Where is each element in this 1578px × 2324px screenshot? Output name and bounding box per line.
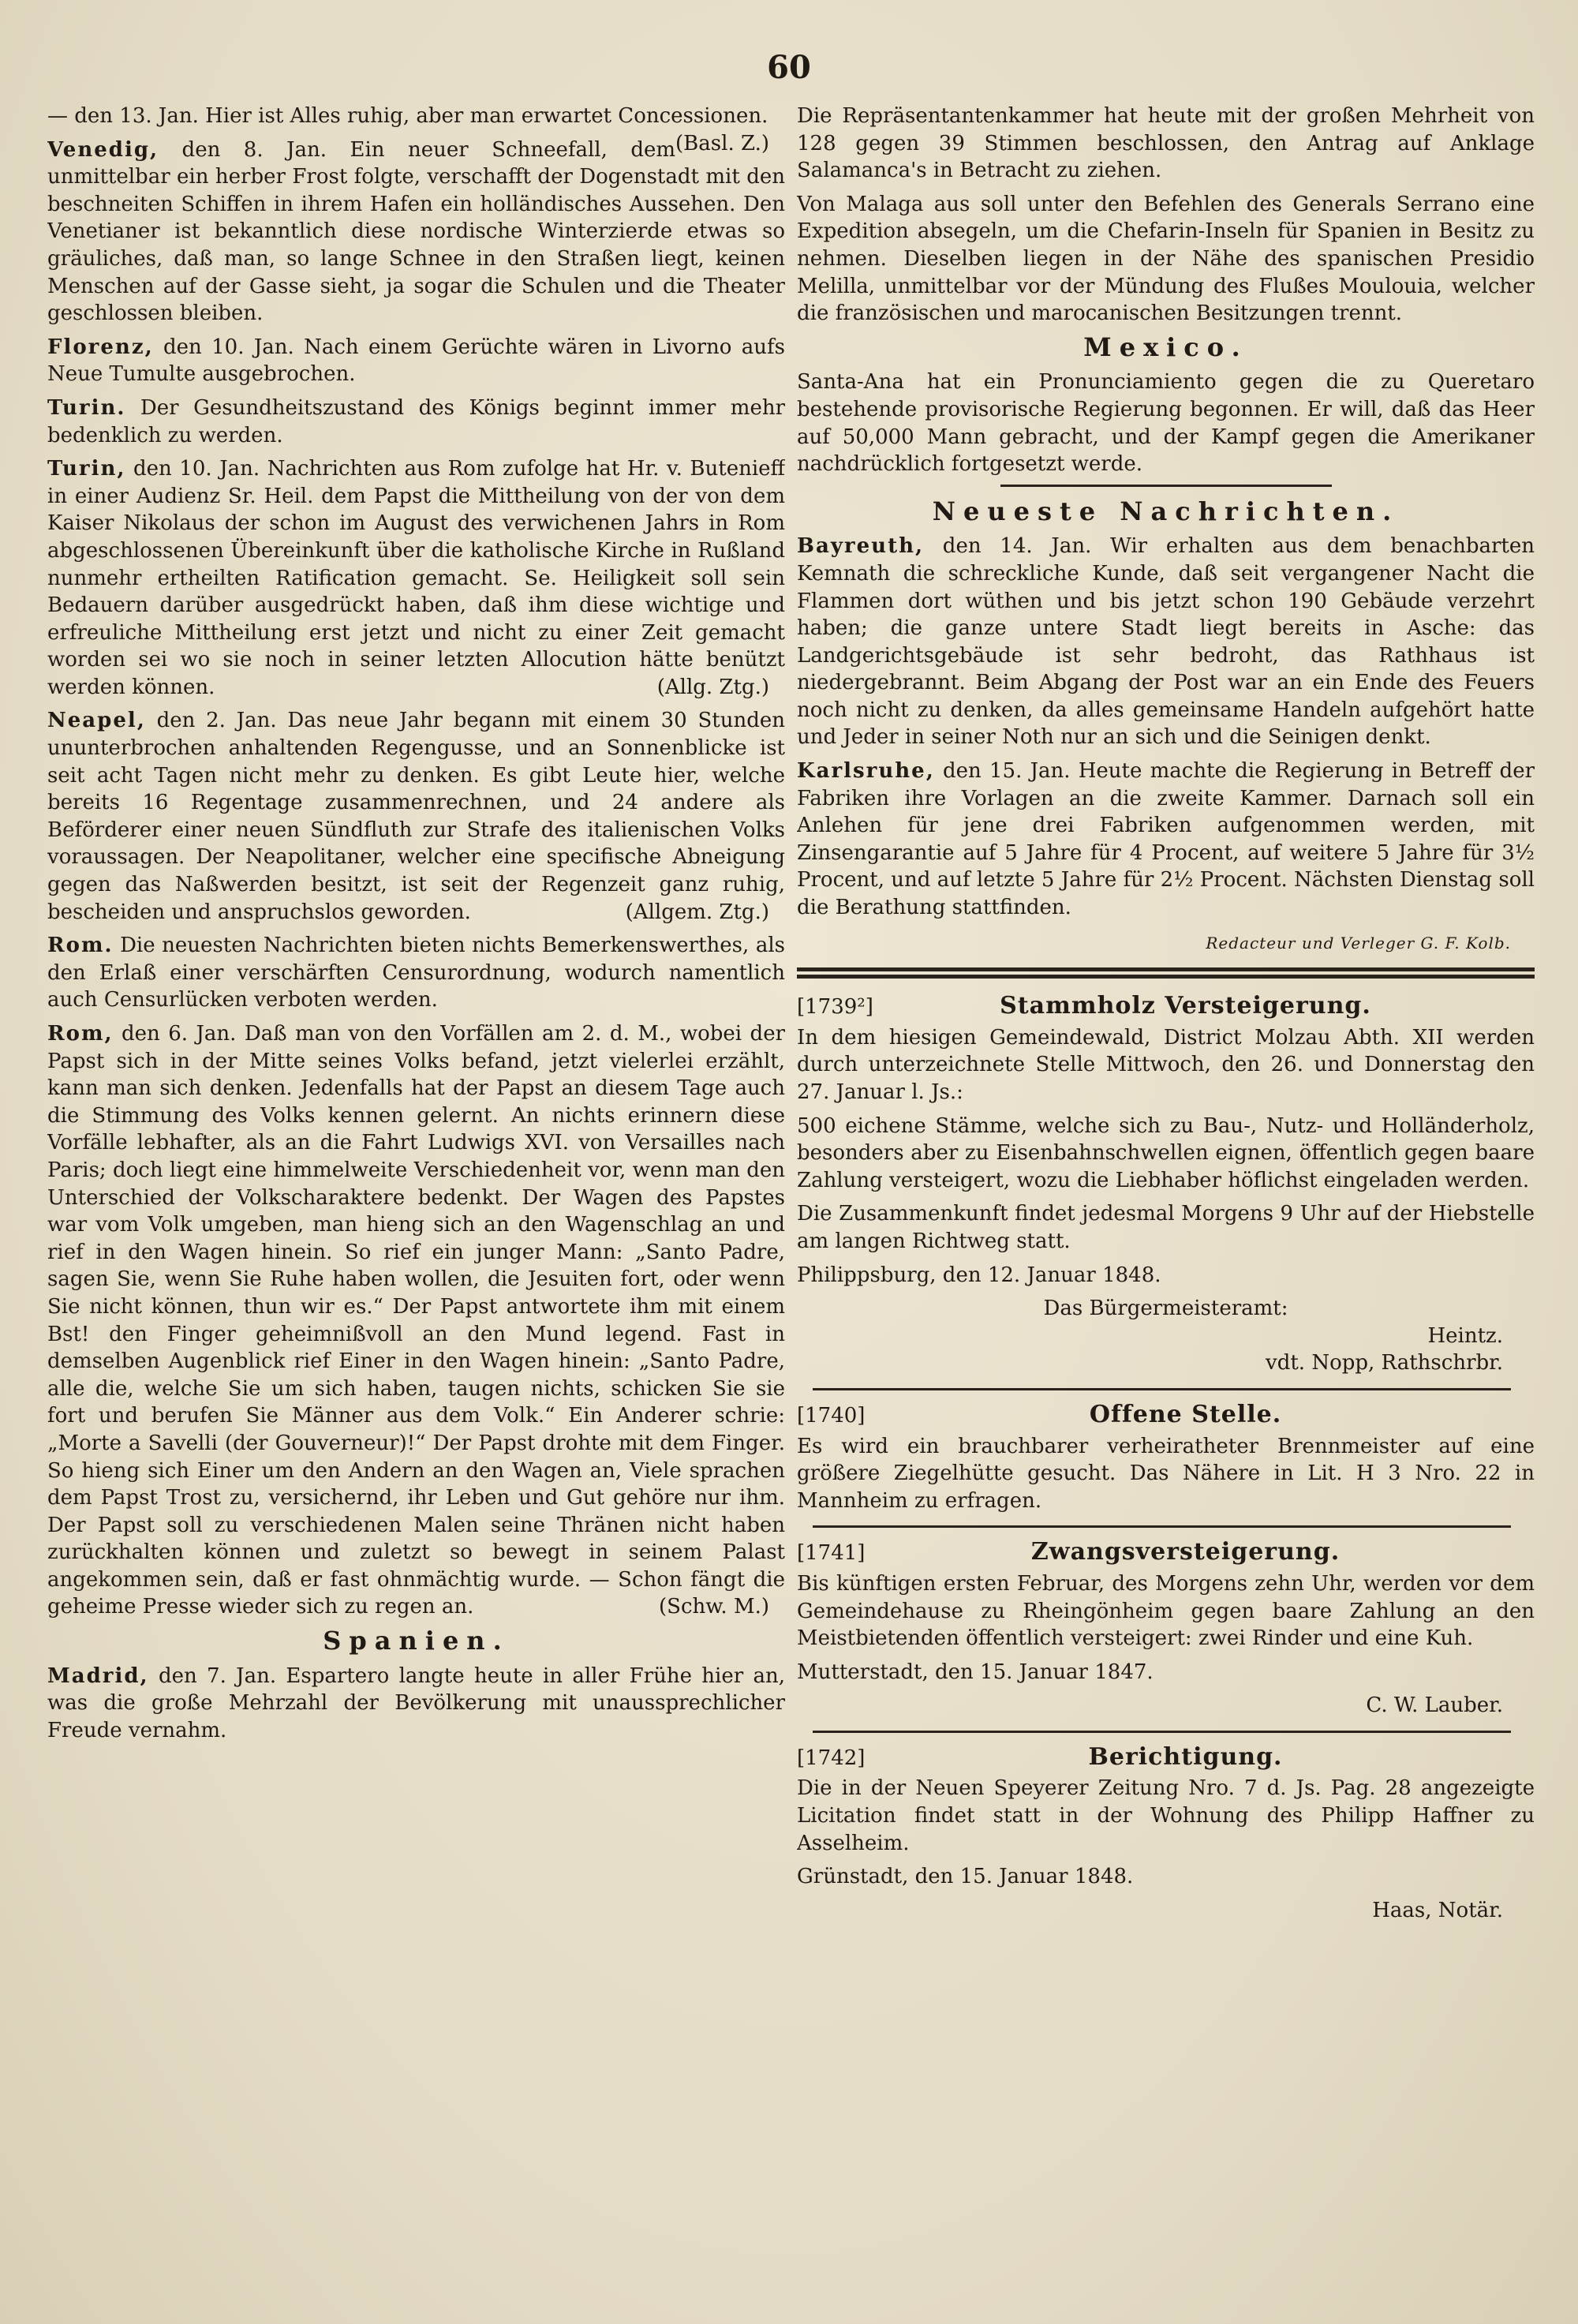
ad-number: [1742]: [797, 1746, 866, 1770]
article-text: den 8. Jan. Ein neuer Schneefall, dem unmittelbar ein herber Frost folgte, verschafft der Dogenstadt mit den beschneiten Schiffen in ihrem Hafen ein holländisches Aussehen. Den Venetianer ist bekanntlich diese nordische Winterzierde etwas so gräuliches, daß man, so lange Schnee in den Straßen liegt, keinen Menschen auf der Gasse sieht, ja sogar die Schulen und die Theater geschlossen bleiben.: [47, 137, 785, 326]
news-article: [47, 334, 785, 388]
ad-header: [797, 1539, 1535, 1567]
news-article: [47, 1020, 785, 1621]
ad-text: Mutterstadt, den 15. Januar 1847.: [797, 1660, 1154, 1684]
left-articles: [47, 103, 785, 1621]
advertisements: [797, 993, 1535, 1924]
ad-text: In dem hiesigen Gemeindewald, District Molzau Abth. XII werden durch unterzeichnete Stelle Mittwoch, den 26. und Donnerstag den 27. Januar l. Js.:: [797, 1025, 1535, 1104]
ad-signature: C. W. Lauber.: [1366, 1693, 1503, 1718]
article-source: (Allg. Ztg.): [656, 675, 769, 699]
imprint: Redacteur und Verleger G. F. Kolb.: [1206, 933, 1511, 952]
spain-item-2-text: Die Repräsentantenkammer hat heute mit der großen Mehrheit von 128 gegen 39 Stimmen beschlossen, den Antrag auf Anklage Salamanca's in Betracht zu ziehen.: [797, 104, 1535, 183]
article-text: den 15. Jan. Heute machte die Regierung in Betreff der Fabriken ihre Vorlagen an die zweite Kammer. Darnach soll ein Anlehen für jene drei Fabriken aufgenommen werden, mit Zinsengarantie auf 5 Jahre für 4 Procent, auf weitere 5 Jahre für 3½ Procent, und auf letzte 5 Jahre für 2½ Procent. Nächsten Dienstag soll die Berathung stattfinden.: [797, 759, 1535, 920]
article-text: den 14. Jan. Wir erhalten aus dem benachbarten Kemnath die schreckliche Kunde, daß seit vergangener Nacht die Flammen dort wüthen und bis jetzt schon 190 Gebäude verzehrt haben; die ganze untere Stadt liegt bereits in Asche: das Landgerichtsgebäude ist sehr bedroht, das Rathhaus ist niedergebrannt. Beim Abgang der Post war an ein Ende des Feuers noch nicht zu denken, da alles gemeinsame Handeln aufgehört hatte und Jeder in seiner Noth nur an sich und die Seinigen denkt.: [797, 534, 1535, 750]
article-place: Turin,: [47, 457, 126, 481]
ad-header: [797, 1744, 1535, 1772]
ad-divider: [813, 1388, 1511, 1390]
article-place: Neapel,: [47, 709, 146, 733]
advertisement: [797, 993, 1535, 1377]
advertisement: [797, 1402, 1535, 1514]
news-article: [47, 395, 785, 449]
spain-malaga: [797, 191, 1535, 327]
ad-title: Offene Stelle.: [1089, 1400, 1282, 1428]
article-text: Die neuesten Nachrichten bieten nichts Bemerkenswerthes, als den Erlaß einer verschärften Censurordnung, wodurch namentlich auch Censurlücken verboten werden.: [47, 934, 785, 1012]
ad-header: [797, 1402, 1535, 1430]
ad-text: Philippsburg, den 12. Januar 1848.: [797, 1263, 1161, 1287]
spain-heading: Spanien.: [323, 1626, 510, 1656]
ad-text: Grünstadt, den 15. Januar 1848.: [797, 1865, 1134, 1889]
ad-title: Berichtigung.: [1088, 1742, 1283, 1771]
article-place: Turin.: [47, 395, 126, 420]
article-text: Der Gesundheitszustand des Königs beginnt immer mehr bedenklich zu werden.: [47, 395, 785, 447]
news-article: [47, 707, 785, 926]
section-divider: [1000, 485, 1332, 487]
mexico-article: Santa-Ana hat ein Pronunciamiento gegen die zu Queretaro bestehende provisorische Regierung begonnen. Er will, daß das Heer auf 50,000 Mann gebracht, und der Kampf gegen die Amerikaner nachdrücklich fortgesetzt werde.: [797, 370, 1535, 477]
advertisement: [797, 1539, 1535, 1720]
spain-article: [47, 1663, 785, 1745]
ad-text: 500 eichene Stämme, welche sich zu Bau-, Nutz- und Holländerholz, besonders aber zu Eisenbahnschwellen eignen, öffentlich gegen baare Zahlung versteigert, wozu die Liebhaber höflichst eingeladen werden.: [797, 1113, 1535, 1192]
article-source: (Schw. M.): [659, 1595, 769, 1619]
spain-articles: [47, 1663, 785, 1745]
article-place: Bayreuth,: [797, 534, 925, 559]
article-text: den 6. Jan. Daß man von den Vorfällen am 2. d. M., wobei der Papst sich in der Mitte seines Volks befand, jetzt vielerlei erzählt, kann man sich denken. Jedenfalls hat der Papst an diesem Tage auch die Stimmung des Volks kennen gelernt. An nichts erinnern diese Vorfälle lebhafter, als an die Fahrt Ludwigs XVI. von Versailles nach Paris; doch liegt eine himmelweite Verschiedenheit vor, wenn man den Unterschied der Volkscharaktere bedenkt. Der Wagen des Papstes war vom Volk umgeben, man hieng sich an den Wagenschlag an und rief in den Wagen hinein. So rief ein junger Mann: „Santo Padre, sagen Sie, wenn Sie Ruhe haben wollen, die Jesuiten fort, oder wenn Sie nicht können, thun wir es.“ Der Papst antwortete ihm mit einem Bst! den Finger geheimnißvoll an den Mund legend. Fast in demselben Augenblick rief Einer in den Wagen hinein: „Santo Padre, alle die, welche Sie um sich haben, taugen nichts, schicken Sie sie fort und berufen Sie Männer aus dem Volk.“ Ein Anderer schrie: „Morte a Savelli (der Gouverneur)!“ Der Papst drohte mit dem Finger. So hieng sich Einer um den Andern an den Wagen an, Viele sprachen dem Papst Trost zu, versichernd, ihr Leben und Gut gehöre nur ihm. Der Papst soll zu verschiedenen Malen seine Thränen nicht haben zurückhalten können und zuletzt so bewegt in seinem Palast angekommen sein, daß er fast ohnmächtig wurde. — Schon fängt die geheime Presse wieder sich zu regen an.: [47, 1022, 785, 1619]
ad-signature: Heintz.: [1427, 1323, 1503, 1348]
news-article: [47, 455, 785, 701]
latest-news-heading: Neueste Nachrichten.: [932, 496, 1400, 526]
article-text: den 7. Jan. Espartero langte heute in aller Frühe hier an, was die große Mehrzahl der Bevölkerung mit unaussprechlicher Freude vernahm.: [47, 1663, 785, 1742]
article-place: Rom,: [47, 1022, 114, 1046]
article-place: Venedig,: [47, 137, 159, 162]
article-place: Madrid,: [47, 1663, 149, 1688]
ad-text: Die in der Neuen Speyerer Zeitung Nro. 7 d. Js. Pag. 28 angezeigte Licitation findet statt in der Wohnung des Philipp Haffner zu Asselheim.: [797, 1776, 1535, 1855]
ad-header: [797, 993, 1535, 1021]
latest-articles: [797, 533, 1535, 921]
spain-continuation: [797, 103, 1535, 185]
ad-title: Zwangsversteigerung.: [1030, 1538, 1341, 1566]
ad-number: [1739²]: [797, 995, 873, 1020]
latest-article: [797, 758, 1535, 922]
article-source: (Basl. Z.): [675, 131, 769, 155]
news-article: [47, 932, 785, 1014]
spain-item-3-text: Von Malaga aus soll unter den Befehlen des Generals Serrano eine Expedition absegeln, um die Chefarin-Inseln für Spanien in Besitz zu nehmen. Dieselben liegen in der Nähe des spanischen Presidio Melilla, unmittelbar vor der Mündung des Flußes Moulouia, welcher die französischen und marocanischen Besitzungen trennt.: [797, 192, 1535, 326]
ad-number: [1740]: [797, 1403, 866, 1428]
ad-countersign: vdt. Nopp, Rathschrbr.: [1266, 1351, 1503, 1375]
page-number: 60: [767, 49, 811, 86]
advertisement-divider: [797, 967, 1535, 982]
article-place: Rom.: [47, 934, 114, 958]
ad-office: Das Bürgermeisteramt:: [1043, 1297, 1288, 1321]
ad-title: Stammholz Versteigerung.: [1000, 992, 1371, 1020]
article-text: den 2. Jan. Das neue Jahr begann mit einem 30 Stunden ununterbrochen anhaltenden Regengusse, und an Sonnenblicke ist seit acht Tagen nicht mehr zu denken. Es gibt Leute hier, welche bereits 16 Regentage zusammenrechnen, und 24 andere als Beförderer einer neuen Sündfluth zur Strafe des italienischen Volks voraussagen. Der Neapolitaner, welcher eine specifische Abneigung gegen das Naßwerden besitzt, ist seit der Regenzeit ganz ruhig, bescheiden und anspruchslos geworden.: [47, 709, 785, 924]
news-article: [47, 137, 785, 327]
ad-text: Die Zusammenkunft findet jedesmal Morgens 9 Uhr auf der Hiebstelle am langen Richtweg statt.: [797, 1202, 1535, 1253]
ad-divider: [813, 1731, 1511, 1733]
advertisement: [797, 1744, 1535, 1925]
ad-text: Bis künftigen ersten Februar, des Morgens zehn Uhr, werden vor dem Gemeindehause zu Rheingönheim gegen baare Zahlung an den Meistbietenden öffentlich versteigert: zwei Rinder und eine Kuh.: [797, 1571, 1535, 1651]
article-place: Karlsruhe,: [797, 759, 935, 784]
article-place: Florenz,: [47, 335, 154, 359]
ad-text: Es wird ein brauchbarer verheiratheter Brennmeister auf eine größere Ziegelhütte gesucht. Das Nähere in Lit. H 3 Nro. 22 in Mannheim zu erfragen.: [797, 1434, 1535, 1513]
ad-divider: [813, 1525, 1511, 1528]
ad-signature: Haas, Notär.: [1372, 1898, 1503, 1922]
ad-number: [1741]: [797, 1541, 866, 1566]
article-source: (Allgem. Ztg.): [625, 900, 769, 924]
mexico-heading: Mexico.: [1083, 331, 1248, 362]
article-text: den 10. Jan. Nachrichten aus Rom zufolge hat Hr. v. Butenieff in einer Audienz Sr. Heil. dem Papst die Mittheilung von der von dem Kaiser Nikolaus der schon im August des verwichenen Jahrs in Rom abgeschlossenen Übereinkunft über die katholische Kirche in Rußland nunmehr ertheilten Ratification gemacht. Se. Heiligkeit soll sein Bedauern darüber ausgedrückt haben, daß ihm diese wichtige und erfreuliche Mittheilung erst jetzt und nicht zu einer Zeit gemacht worden sei wo sie noch in seiner letzten Allocution hätte benützt werden können.: [47, 457, 785, 699]
article-text: den 10. Jan. Nach einem Gerüchte wären in Livorno aufs Neue Tumulte ausgebrochen.: [47, 335, 785, 387]
right-column: [797, 103, 1535, 2300]
latest-article: [797, 533, 1535, 751]
article-text: — den 13. Jan. Hier ist Alles ruhig, aber man erwartet Concessionen.: [47, 104, 768, 128]
left-column: [47, 103, 785, 2300]
